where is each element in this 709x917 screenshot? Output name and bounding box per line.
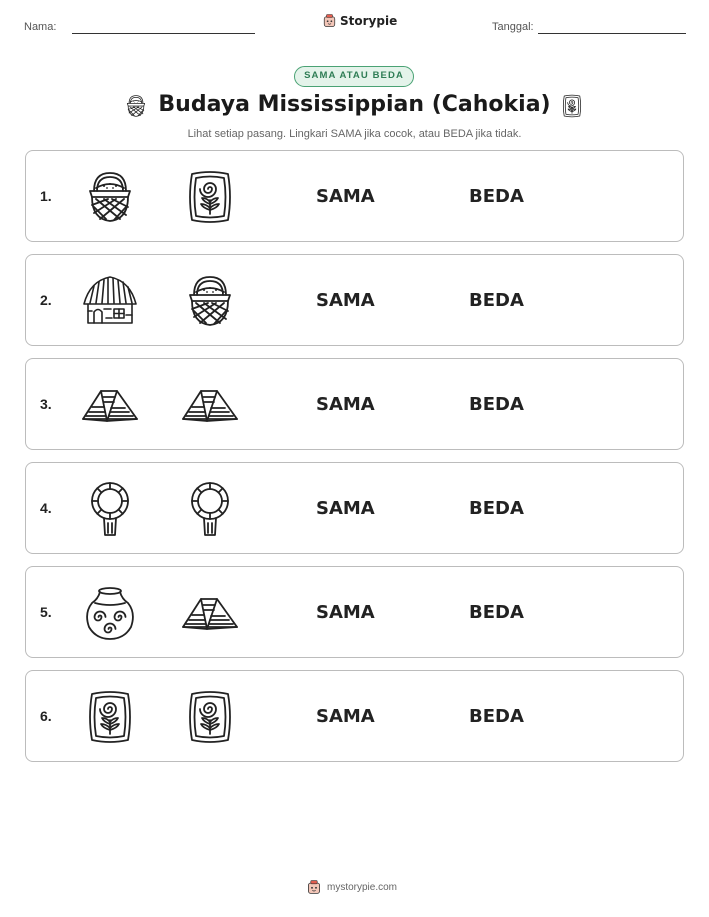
question-number: 1. <box>40 188 52 204</box>
different-option[interactable]: BEDA <box>469 498 524 519</box>
same-option[interactable]: SAMA <box>316 602 375 623</box>
thatched-house-icon <box>80 271 140 331</box>
different-option[interactable]: BEDA <box>469 290 524 311</box>
different-option[interactable]: BEDA <box>469 706 524 727</box>
mound-icon <box>80 375 140 435</box>
chunkey-stone-icon <box>80 479 140 539</box>
basket-icon <box>180 271 240 331</box>
footer-url: mystorypie.com <box>327 881 398 893</box>
footer <box>306 879 397 895</box>
question-row-5 <box>25 566 684 658</box>
brand-name: Storypie <box>340 13 398 28</box>
same-option[interactable]: SAMA <box>316 498 375 519</box>
question-number: 3. <box>40 396 52 412</box>
stone-tablet-icon <box>80 687 140 747</box>
different-option[interactable]: BEDA <box>469 394 524 415</box>
question-row-1 <box>25 150 684 242</box>
instructions: Lihat setiap pasang. Lingkari SAMA jika cocok, atau BEDA jika tidak. <box>187 128 522 140</box>
question-number: 5. <box>40 604 52 620</box>
question-row-6 <box>25 670 684 762</box>
date-input-line[interactable] <box>538 33 686 34</box>
question-number: 4. <box>40 500 52 516</box>
question-row-3 <box>25 358 684 450</box>
name-input-line[interactable] <box>72 33 255 34</box>
chunkey-stone-icon <box>180 479 240 539</box>
different-option[interactable]: BEDA <box>469 186 524 207</box>
stone-tablet-icon <box>180 687 240 747</box>
mound-icon <box>180 583 240 643</box>
stone-tablet-icon <box>559 91 585 121</box>
page-title: Budaya Mississippian (Cahokia) <box>158 92 551 117</box>
storypie-mascot-icon <box>322 13 337 28</box>
question-number: 2. <box>40 292 52 308</box>
date-label: Tanggal: <box>492 21 534 33</box>
activity-badge: SAMA ATAU BEDA <box>294 66 414 87</box>
mound-icon <box>180 375 240 435</box>
brand-logo <box>322 13 397 28</box>
same-option[interactable]: SAMA <box>316 290 375 311</box>
same-option[interactable]: SAMA <box>316 394 375 415</box>
basket-icon <box>80 167 140 227</box>
same-option[interactable]: SAMA <box>316 706 375 727</box>
question-row-4 <box>25 462 684 554</box>
spiral-pot-icon <box>80 583 140 643</box>
name-label: Nama: <box>24 21 57 33</box>
question-row-2 <box>25 254 684 346</box>
different-option[interactable]: BEDA <box>469 602 524 623</box>
question-number: 6. <box>40 708 52 724</box>
same-option[interactable]: SAMA <box>316 186 375 207</box>
storypie-mascot-icon <box>306 879 322 895</box>
stone-tablet-icon <box>180 167 240 227</box>
